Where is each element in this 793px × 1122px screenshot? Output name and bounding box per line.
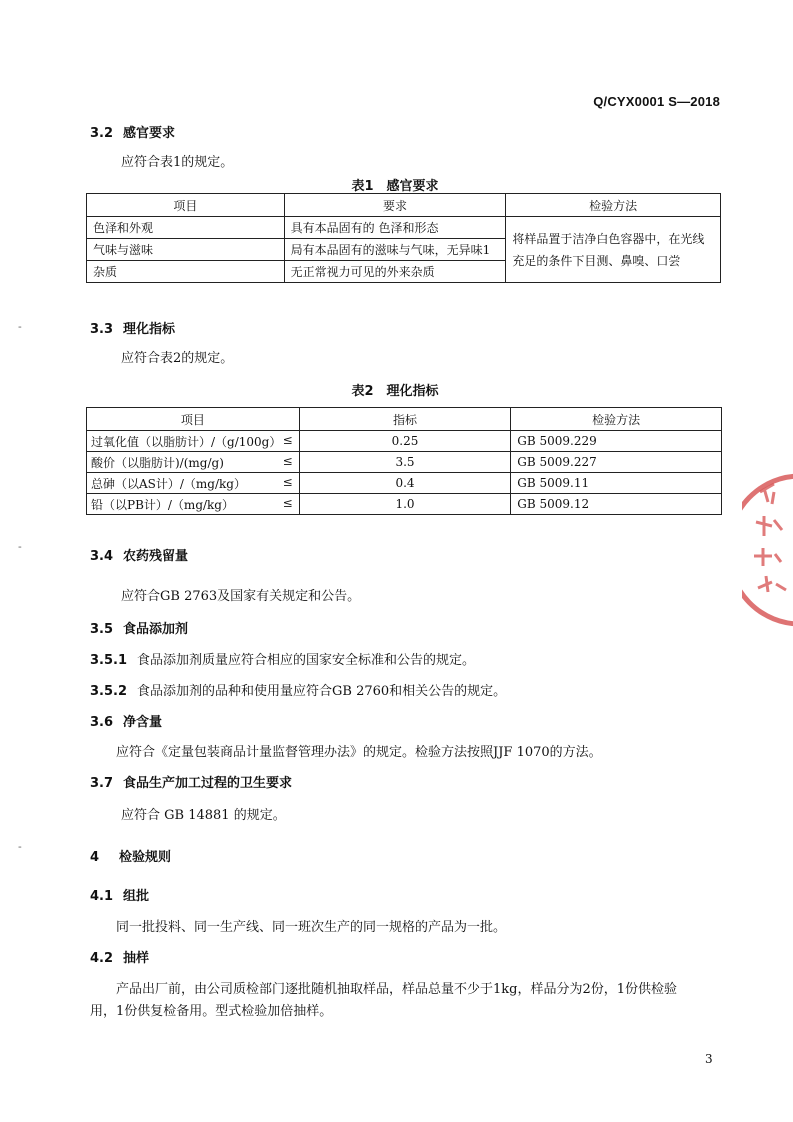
margin-mark: - [18,840,22,853]
table-header-cell: 要求 [284,194,506,217]
section-3-6-heading [90,711,162,730]
document-code: Q/CYX0001 S—2018 [593,94,720,109]
table-row [87,217,721,239]
table-header-cell: 检验方法 [506,194,721,217]
section-title: 理化指标 [123,322,176,337]
table-cell-method: 将样品置于洁净白色容器中，在光线充足的条件下目测、鼻嗅、口尝 [506,217,721,283]
section-title: 食品生产加工过程的卫生要求 [123,776,293,791]
table-header-cell: 指标 [299,408,511,431]
section-title: 感官要求 [123,126,176,141]
table-cell-item: 气味与滋味 [87,239,285,261]
section-3-7-heading [90,772,292,791]
section-number: 4 [90,850,100,865]
section-4-1-text: 同一批投料、同一生产线、同一班次生产的同一规格的产品为一批。 [116,920,507,935]
table1-caption: 表1 感官要求 [351,179,439,194]
section-number: 4.1 [90,889,114,904]
clause-text: 食品添加剂质量应符合相应的国家安全标准和公告的规定。 [137,653,476,668]
le-symbol: ≤ [282,432,293,447]
section-title: 净含量 [123,715,163,730]
section-3-5-1 [90,649,475,668]
section-number: 3.4 [90,549,114,564]
table-cell-method: GB 5009.229 [511,431,722,452]
section-title: 抽样 [123,951,150,966]
table-cell-item [87,431,300,452]
section-3-4-heading [90,545,188,564]
table-cell-item [87,452,300,473]
table-cell-value: 1.0 [299,494,511,515]
section-4-2-text-line1: 产品出厂前，由公司质检部门逐批随机抽取样品，样品总量不少于1kg，样品分为2份，1份供检验 [116,982,678,997]
item-label: 铅（以PB计）/（mg/kg） [91,497,234,512]
section-number: 3.3 [90,322,114,337]
table-cell-method: GB 5009.12 [511,494,722,515]
sensory-requirements-table [86,193,721,283]
table-cell-item [87,494,300,515]
section-3-2-heading [90,122,175,141]
margin-mark: - [18,320,22,333]
table-header-cell: 项目 [87,408,300,431]
section-number: 3.5 [90,622,114,637]
section-title: 组批 [123,889,150,904]
table-cell-value: 3.5 [299,452,511,473]
clause-number: 3.5.1 [90,653,128,668]
seal-glyph [756,516,782,536]
section-3-5-2 [90,680,506,699]
table-cell-item [87,473,300,494]
margin-mark: - [18,540,22,553]
section-number: 3.6 [90,715,114,730]
seal-glyph [758,576,786,592]
physicochemical-indicators-table [86,407,722,515]
section-number: 3.7 [90,776,114,791]
section-3-4-text: 应符合GB 2763及国家有关规定和公告。 [121,589,361,604]
le-symbol: ≤ [282,495,293,510]
table-cell-method: GB 5009.227 [511,452,722,473]
section-3-5-heading [90,618,188,637]
section-3-7-text: 应符合 GB 14881 的规定。 [121,808,286,823]
section-3-6-text: 应符合《定量包装商品计量监督管理办法》的规定。检验方法按照JJF 1070的方法。 [116,745,602,760]
section-4-heading [90,846,171,865]
section-number: 4.2 [90,951,114,966]
item-label: 酸价（以脂肪计)/(mg/g) [91,455,224,470]
table-cell-method: GB 5009.11 [511,473,722,494]
section-4-2-heading [90,947,149,966]
le-symbol: ≤ [282,453,293,468]
table-header-row [87,408,722,431]
section-3-3-text: 应符合表2的规定。 [121,351,234,366]
item-label: 过氧化值（以脂肪计）/（g/100g） [91,434,282,449]
table-cell-requirement: 局有本品固有的滋味与气味，无异味1 [284,239,506,261]
table-cell-requirement: 无正常视力可见的外来杂质 [284,261,506,283]
table-cell-item: 杂质 [87,261,285,283]
section-4-2-text-line2: 用，1份供复检备用。型式检验加倍抽样。 [90,1004,333,1019]
table-header-row [87,194,721,217]
item-label: 总砷（以AS计）/（mg/kg） [91,476,246,491]
seal-glyph [754,548,781,566]
le-symbol: ≤ [282,474,293,489]
section-title: 检验规则 [119,850,172,865]
section-3-3-heading [90,318,175,337]
table-row [87,494,722,515]
table-header-cell: 项目 [87,194,285,217]
clause-number: 3.5.2 [90,684,128,699]
table2-caption: 表2 理化指标 [351,384,439,399]
table-row [87,431,722,452]
table-cell-requirement: 具有本品固有的 色泽和形态 [284,217,506,239]
section-title: 食品添加剂 [123,622,189,637]
section-number: 3.2 [90,126,114,141]
table-cell-value: 0.4 [299,473,511,494]
table-cell-value: 0.25 [299,431,511,452]
page-number: 3 [705,1052,713,1066]
section-title: 农药残留量 [123,549,189,564]
table-row [87,473,722,494]
table-cell-item: 色泽和外观 [87,217,285,239]
clause-text: 食品添加剂的品种和使用量应符合GB 2760和相关公告的规定。 [137,684,507,699]
table-row [87,452,722,473]
section-3-2-text: 应符合表1的规定。 [121,155,234,170]
section-4-1-heading [90,885,149,904]
official-seal-stamp [742,470,793,630]
table-header-cell: 检验方法 [511,408,722,431]
